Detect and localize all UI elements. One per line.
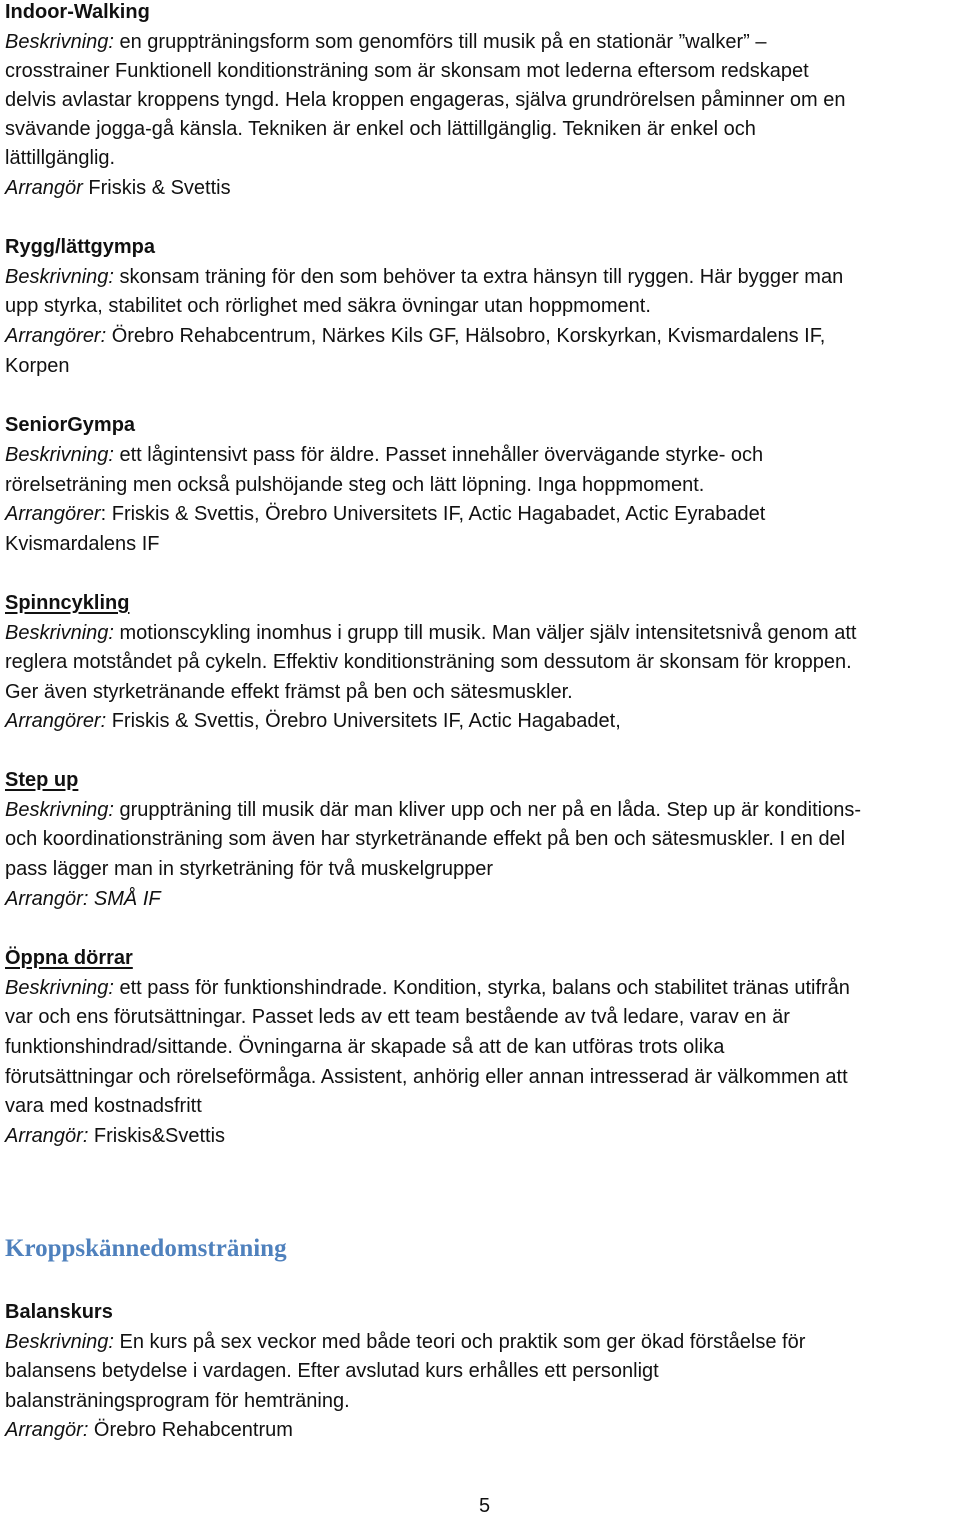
entry-title: SeniorGympa <box>5 414 136 436</box>
line-text: förutsättningar och rörelseförmåga. Assistent, anhörig eller annan intresserad är välkommen att <box>5 1066 848 1088</box>
entry-line <box>5 680 573 704</box>
line-label: Beskrivning: <box>5 622 114 644</box>
line-text: motionscykling inomhus i grupp till musik. Man väljer själv intensitetsnivå genom att <box>113 622 857 644</box>
entry-title: Rygg/lättgympa <box>5 236 156 258</box>
line-text: vara med kostnadsfritt <box>5 1095 202 1117</box>
page-number: 5 <box>479 1495 491 1517</box>
line-label: Beskrivning: <box>5 444 114 466</box>
entry-line <box>5 88 845 112</box>
line-text: balansträningsprogram för hemträning. <box>5 1390 350 1412</box>
entry-title: Step up <box>5 769 79 791</box>
entry-line <box>5 976 850 1000</box>
line-label: Arrangör <box>5 177 83 199</box>
line-text: Örebro Rehabcentrum, Närkes Kils GF, Hälsobro, Korskyrkan, Kvismardalens IF, <box>106 325 826 347</box>
entry-line <box>5 354 70 378</box>
section-heading: Kroppskännedomsträning <box>5 1235 287 1262</box>
line-text: Friskis&Svettis <box>88 1125 226 1147</box>
line-label: Arrangörer: <box>5 710 107 732</box>
entry-line <box>5 1124 225 1148</box>
entry-line <box>5 30 766 54</box>
entry-line <box>5 532 160 556</box>
entry-line <box>5 473 704 497</box>
line-text: en gruppträningsform som genomförs till musik på en stationär ”walker” – <box>113 31 767 53</box>
entry-line <box>5 294 651 318</box>
line-text: crosstrainer Funktionell konditionsträning som är skonsam mot lederna eftersom redskapet <box>5 60 809 82</box>
line-text: : Friskis & Svettis, Örebro Universitets IF, Actic Hagabadet, Actic Eyrabadet <box>100 503 766 525</box>
line-text: skonsam träning för den som behöver ta extra hänsyn till ryggen. Här bygger man <box>113 266 844 288</box>
line-text: balansens betydelse i vardagen. Efter avslutad kurs erhålles ett personligt <box>5 1360 659 1382</box>
line-text: Ger även styrketränande effekt främst på ben och sätesmuskler. <box>5 681 573 703</box>
line-text: svävande jogga-gå känsla. Tekniken är enkel och lättillgänglig. Tekniken är enkel och <box>5 118 756 140</box>
line-text: Friskis & Svettis <box>82 177 231 199</box>
line-text: upp styrka, stabilitet och rörlighet med säkra övningar utan hoppmoment. <box>5 295 651 317</box>
line-text: lättillgänglig. <box>5 147 116 169</box>
line-label: Beskrivning: <box>5 977 114 999</box>
entry-line <box>5 117 756 141</box>
line-text: rörelseträning men också pulshöjande steg och lätt löpning. Inga hoppmoment. <box>5 474 705 496</box>
line-label: Beskrivning: <box>5 799 114 821</box>
line-label: Arrangörer <box>5 503 101 525</box>
line-text: ett lågintensivt pass för äldre. Passet innehåller övervägande styrke- och <box>113 444 764 466</box>
entry-line <box>5 650 852 674</box>
entry-line <box>5 1065 848 1089</box>
entry-line <box>5 798 861 822</box>
line-text: pass lägger man in styrketräning för två muskelgrupper <box>5 858 494 880</box>
entry-line <box>5 1330 805 1354</box>
entry-line <box>5 1389 350 1413</box>
line-label: Arrangör: <box>5 1419 89 1441</box>
line-label: Arrangör: SMÅ IF <box>5 888 161 910</box>
entry-line <box>5 1035 724 1059</box>
entry-line <box>5 443 763 467</box>
entry-title: Spinncykling <box>5 592 130 614</box>
entry-title: Balanskurs <box>5 1301 113 1323</box>
entry-line <box>5 1359 659 1383</box>
entry-line <box>5 59 809 83</box>
entry-line <box>5 1005 790 1029</box>
line-text: var och ens förutsättningar. Passet leds av ett team bestående av två ledare, varav en är <box>5 1006 790 1028</box>
line-text: gruppträning till musik där man kliver upp och ner på en låda. Step up är konditions- <box>113 799 862 821</box>
entry-line <box>5 827 845 851</box>
entry-line <box>5 502 765 526</box>
line-text: Kvismardalens IF <box>5 533 160 555</box>
line-text: Korpen <box>5 355 70 377</box>
line-label: Arrangör: <box>5 1125 89 1147</box>
line-text: Örebro Rehabcentrum <box>88 1419 293 1441</box>
line-text: funktionshindrad/sittande. Övningarna är skapade så att de kan utföras trots olika <box>5 1036 725 1058</box>
entry-line <box>5 887 161 911</box>
entry-line <box>5 265 843 289</box>
line-label: Beskrivning: <box>5 1331 114 1353</box>
line-text: delvis avlastar kroppens tyngd. Hela kroppen engageras, själva grundrörelsen påminner om en <box>5 89 846 111</box>
entry-title: Öppna dörrar <box>5 947 133 969</box>
entry-title: Indoor-Walking <box>5 1 150 23</box>
entry-line <box>5 176 231 200</box>
entry-line <box>5 621 856 645</box>
entry-line <box>5 857 493 881</box>
entry-line <box>5 709 621 733</box>
line-label: Beskrivning: <box>5 31 114 53</box>
entry-line <box>5 1418 293 1442</box>
line-label: Beskrivning: <box>5 266 114 288</box>
line-text: En kurs på sex veckor med både teori och praktik som ger ökad förståelse för <box>113 1331 806 1353</box>
line-text: och koordinationsträning som även har styrketränande effekt på ben och sätesmuskler. I en del <box>5 828 846 850</box>
line-text: ett pass för funktionshindrade. Kondition, styrka, balans och stabilitet tränas utifrån <box>113 977 850 999</box>
line-label: Arrangörer: <box>5 325 107 347</box>
entry-line <box>5 324 825 348</box>
entry-line <box>5 1094 202 1118</box>
line-text: reglera motståndet på cykeln. Effektiv konditionsträning som dessutom är skonsam för kroppen. <box>5 651 852 673</box>
entry-line <box>5 146 115 170</box>
line-text: Friskis & Svettis, Örebro Universitets IF, Actic Hagabadet, <box>106 710 621 732</box>
